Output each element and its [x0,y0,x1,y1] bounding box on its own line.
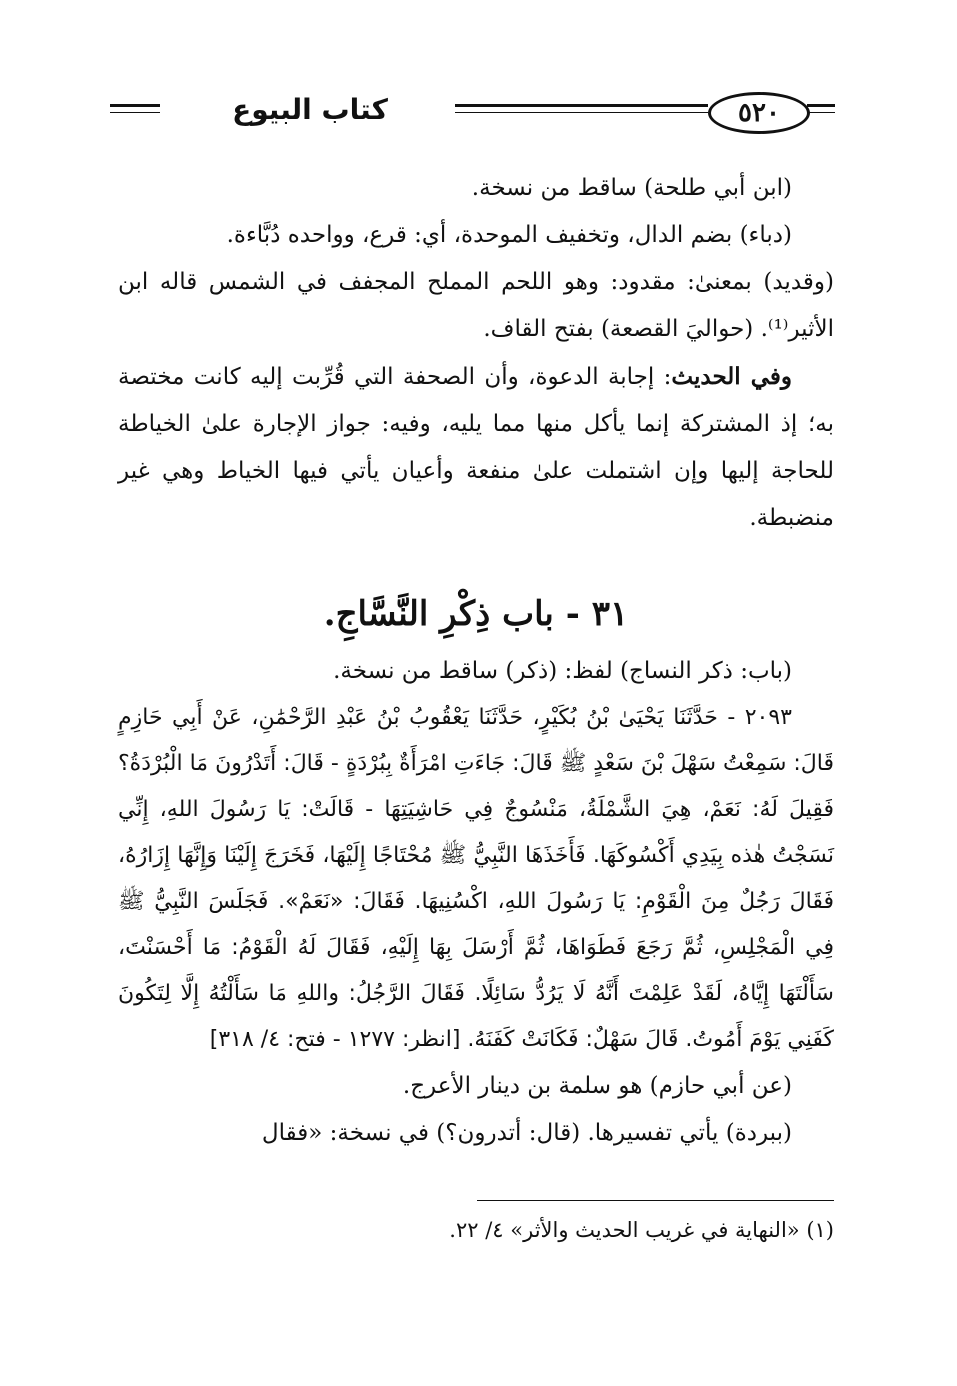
note-paragraph: (دباء) بضم الدال، وتخفيف الموحدة، أي: قرع، وواحده دُبَّاءة. [226,222,792,248]
commentary-label: وفي الحديث [671,363,792,390]
note-paragraph: (ببردة) يأتي تفسيرها. (قال: أتدرون؟) في نسخة: «فقال [261,1120,792,1146]
header-rule-middle-top [455,104,708,107]
chapter-heading: ٣١ - باب ذِكْرِ النَّسَّاجِ. [323,594,629,634]
note-paragraph: (ابن أبي طلحة) ساقط من نسخة. [471,175,792,201]
note-paragraph: (وقديد) بمعنىٰ: مقدود: وهو اللحم المملح المجفف في الشمس قاله ابن الأثير⁽¹⁾. (حواليَ القصعة) بفتح القاف. [118,269,834,342]
header-rule-middle-bottom [455,112,708,113]
note-paragraph: (عن أبي حازم) هو سلمة بن دينار الأعرج. [402,1073,792,1099]
header-rule-right-top [807,104,835,107]
footnote: (١) «النهاية في غريب الحديث والأثر» ٤/ ٢٢. [449,1218,834,1242]
commentary-text: : إجابة الدعوة، وأن الصحفة التي قُرِّبت إليه كانت مختصة به؛ إذ المشتركة إنما يأكل منها مما يليه، وفيه: جواز الإجارة علىٰ الخياطة للحاجة إليها وإن اشتملت علىٰ منفعة وأعيان يأتي فيها الخياط وهي غير منضبطة. [118,364,834,531]
commentary-paragraph [118,353,834,542]
running-title: كتاب البيوع [232,93,388,126]
header-rule-right-bottom [807,112,835,113]
footnote-rule [477,1200,834,1201]
page-number-badge: ٥٢٠ [708,92,810,134]
header-rule-left-top [110,104,160,107]
header-rule-left-bottom [110,112,160,113]
main-text [118,165,834,1157]
hadith-text: ٢٠٩٣ - حَدَّثَنَا يَحْيَىٰ بْنُ بُكَيْرٍ، حَدَّثَنَا يَعْقُوبُ بْنُ عَبْدِ الرَّحْمَٰنِ، عَنْ أَبِي حَازِمٍ قَالَ: سَمِعْتُ سَهْلَ بْنَ سَعْدٍ ﷺ قَالَ: جَاءَتِ امْرَأَةٌ بِبُرْدَةٍ - قَالَ: أَتَدْرُونَ مَا الْبُرْدَةُ؟ فَقِيلَ لَهُ: نَعَمْ، هِيَ الشَّمْلَةُ، مَنْسُوجٌ فِي حَاشِيَتِهَا - قَالَتْ: يَا رَسُولَ اللهِ، إِنِّي نَسَجْتُ هٰذه بِيَدِي أَكْسُوكَهَا. فَأَخَذَهَا النَّبِيُّ ﷺ مُحْتَاجًا إِلَيْهَا، فَخَرَجَ إِلَيْنَا وَإِنَّهَا إِزَارُهُ، فَقَالَ رَجُلٌ مِنَ الْقَوْمِ: يَا رَسُولَ اللهِ، اكْسُنِيهَا. فَقَالَ: «نَعَمْ». فَجَلَسَ النَّبِيُّ ﷺ فِي الْمَجْلِسِ، ثُمَّ رَجَعَ فَطَوَاهَا، ثُمَّ أَرْسَلَ بِهَا إِلَيْهِ، فَقَالَ لَهُ الْقَوْمُ: مَا أَحْسَنْتَ، سَأَلْتَهَا إِيَّاهُ، لَقَدْ عَلِمْتَ أَنَّهُ لَا يَرُدُّ سَائِلًا. فَقَالَ الرَّجُلُ: واللهِ مَا سَأَلْتُهُ إِلَّا لِتَكُونَ كَفَنِي يَوْمَ أَمُوتُ. قَالَ سَهْلٌ: فَكَانَتْ كَفَنَهُ. [انظر: ١٢٧٧ - فتح: ٤/ ٣١٨] [118,705,834,1052]
chapter-note: (باب: ذكر النساج) لفظ: (ذكر) ساقط من نسخة. [333,658,792,684]
page-header [110,88,835,138]
